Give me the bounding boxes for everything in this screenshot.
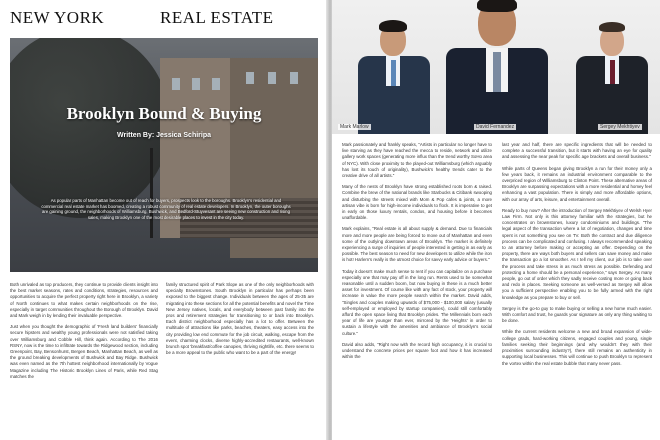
- paragraph: While the current residents welcome a new and broad expansion of wide-college grads, hard-working citizens, engaged couples and young, single families seeking their beginnings (and why wouldn't they with their proximities surrounding industry?), there still remains an authenticity in supporting local businesses. This will continue to push Brooklyn to represent the vortex within the real estate bubble that many never pass.: [502, 329, 652, 366]
- masthead-city: NEW YORK: [10, 8, 105, 27]
- left-column-2: [166, 282, 314, 361]
- paragraph: While parts of Queens began giving Brooklyn a run for their money only a few years back, it remains an industrial environment comparable to the overpriced region of Williamsburg to Clinton Point. These alternative areas of Brooklyn are surpassing expectations with a more residential and homey feel enhancing a vast population. There is simply and more affordable options, with our array of arts, leisure, and entertainment overall.: [502, 165, 652, 202]
- portrait-mark: [354, 16, 434, 134]
- portrait-david: [444, 0, 550, 134]
- paragraph: David also adds, "Right now with the record high occupancy, it is crucial to understand the concrete prices per square foot and how it has increased within the: [342, 341, 492, 360]
- paragraph: Mark passionately and frankly speaks, "Artists in particular no longer have to live starving as they have reached the mecca to reside, network and utilize gallery work spaces (generating more influx than the trend worthy SoHo area of NYC). With close proximity to the played-out Williamsburg (which arguably has lost its touch of originality), Bushwick's healthy trends cater to the creative drive of all artists.": [342, 142, 492, 179]
- title-band: [10, 104, 318, 139]
- paragraph: Mark explains, "Real estate is all about supply & demand. Due to financials more and more people are being forced to move out of Manhattan and even some of the outlying downtown areas of Brooklyn. The market is definitely experiencing a surge of inquiries of people interested in getting in as early as possible. The best season to need for new developers to utilize while the iron is hot! Harlem's really is the utmost choice for savvy early advice or buyers.": [342, 226, 492, 263]
- hero-window: [192, 78, 200, 90]
- article-intro: As popular parts of Manhattan become out of reach for buyers, prospects look to the boroughs. Brooklyn's residential and commercial real estate market has boomed, creating a robust community of real estate developers. In Brooklyn, the outer boroughs are gaining ground, the neighborhoods of Williamsburg, Bushwick, and Bedford-Stuyvesant are seeing new construction and rising sales, making Brooklyn one of the most desirable places to invest in the city today.: [41, 198, 291, 220]
- right-column-1: [342, 142, 492, 366]
- paragraph: Many of the nests of Brooklyn have strong established roots born & raised. Combine the brew of the national brands like Starbucks & Citibank swooping and disturbing the streets mixed with Mom & Pop cafes & joints, a more artisan vibe is born for high-income individuals to flock. It is imperative to get in early on those luxury rentals, condos, and housing before it becomes unaffordable.: [342, 184, 492, 221]
- masthead-section: REAL ESTATE: [160, 8, 274, 27]
- masthead: [10, 8, 310, 34]
- hero-window: [290, 72, 298, 84]
- hero-window: [212, 78, 220, 90]
- left-column-1: [10, 282, 158, 385]
- caption-david: David Fernandez: [476, 124, 515, 130]
- left-page: [0, 0, 328, 440]
- caption-sergey: Sergey Mekhtiyev: [600, 124, 640, 130]
- paragraph: last year and half, there are specific ingredients that will be needed to complete a successful transition, but it starts with having an eye for quality and assessing the near peak for specific age brackets and overall business.": [502, 142, 652, 160]
- paragraph: Today it doesn't make much sense to rent if you can capitalize on a purchase especially one that may pay off in the long run. Rents used to be somewhat reasonable until a sudden boom, but now buying in these is a much better asset for investment. Of course like with any fact of stock, your property will increase in value the more people search within the market. David adds, "Singles and couples making upwards of $75,000 - $100,000 salary (usually self-employed or employed by startup companies), could still comfortably afford the open space living that Brooklyn prides. The Millennials born each year of life are younger than ever, mirrored by the 'Heights' in order to sustain a lifestyle with the amenities and ambiance of Brooklyn's social culture.": [342, 268, 492, 336]
- paragraph: family structured spirit of Park Slope as one of the only neighborhoods with specialty Brownstones. South Brooklyn in particular has perhaps been exposed to the biggest change. Individuals between the ages of 25-35 are migrating into these sections for all the potential benefits and novel the Time New Jersey natives, locals, and everybody between past family into the pros and retirement strategies for transitioning to or back into Brooklyn. Each district neighborhood especially has a lot to offer. Between the multitude of attractions like parks, beaches, theaters, easy access into the city providing low end commute for the job circuit, walking, escape from the event, charming clocks, diverse highly-accredited restaurants, well-known brunch spot 'breakfast/coffee canopies, thriving nightlife, etc. there seems to be a more appeal to the public who want to be a part of the energy!: [166, 282, 314, 356]
- article-byline: Written By: Jessica Schiripa: [116, 132, 212, 139]
- paragraph: Just when you thought the demographic of 'Fresh land builders' financially secure hipsters and wealthy young professionals were not satisfied taking over Williamsburg and Cobble Hill, think again. According to The 2016 RSNY, now is the time to infiltrate towards the Ridgewood section, including Greenpoint, Bay, Bensonhurst, Bergen Beach, Manhattan Beach, as well as the ground breaking developments of Bushwick and Bay Ridge. Bushwick was even named as the 7th hottest neighborhood internationally by Vogue Magazine including The Historic Brooklyn Lines of Paris, while Red Stag matches the: [10, 324, 158, 379]
- right-column-2: [502, 142, 652, 372]
- article-title: Brooklyn Bound & Buying: [66, 104, 262, 123]
- portrait-strip: [332, 0, 660, 134]
- paragraph: Ready to buy now? After the introduction of Sergey Mekhtiyev of Welsh Hyer Law Firm. Not only is this attorney familiar with the strategies, but he concentrates on brownstones, luxury condominiums and buildings. "The legal aspect of the transaction where a lot of negotiation, changes and time spent is not something you see on TV. Both the contract and due diligence process can be complicated and confusing. I always recommended speaking to an attorney before making or accepting an offer. Depending on the property, there are ways both buyers and sellers can save money and make the transaction go a lot smoother. As I tell my client, our job is to take over the process and take stress in as much stress as possible. Defending and protecting a home should be a personal experience," says Sergey. As many people, go out of order which they sadly receive costing more or going back and redo in places. Seeking someone as well-versed as Sergey will allow you a sufficient perspective enabling you to be fully armed with the right knowledge as you prepare to buy or sell.: [502, 207, 652, 300]
- right-page: [332, 0, 660, 440]
- hero-photo: [10, 38, 318, 272]
- hero-window: [268, 72, 276, 84]
- portrait-sergey: [572, 16, 652, 134]
- hero-window: [172, 78, 180, 90]
- paragraph: Sergey is the go-to guy to make buying or selling a new home much easier. With comfort and trust, he guards your signature as only any thing waiting to be done.: [502, 305, 652, 324]
- caption-mark: Mark Marlow: [340, 124, 369, 130]
- hero-window: [246, 72, 254, 84]
- paragraph: Both unrivaled as top producers, they continue to provide clients insight into the best market seasons, rates and conditions, strategies, resources and opportunities to acquire the perfect property right here in Brooklyn, a variety of North continues to what makes certain neighborhoods on the rise, especially in target communities throughout the Borough of Brooklyn. David and Mark weigh in by lending their invaluable perspective.: [10, 282, 158, 319]
- hero-streetlamp: [150, 148, 153, 238]
